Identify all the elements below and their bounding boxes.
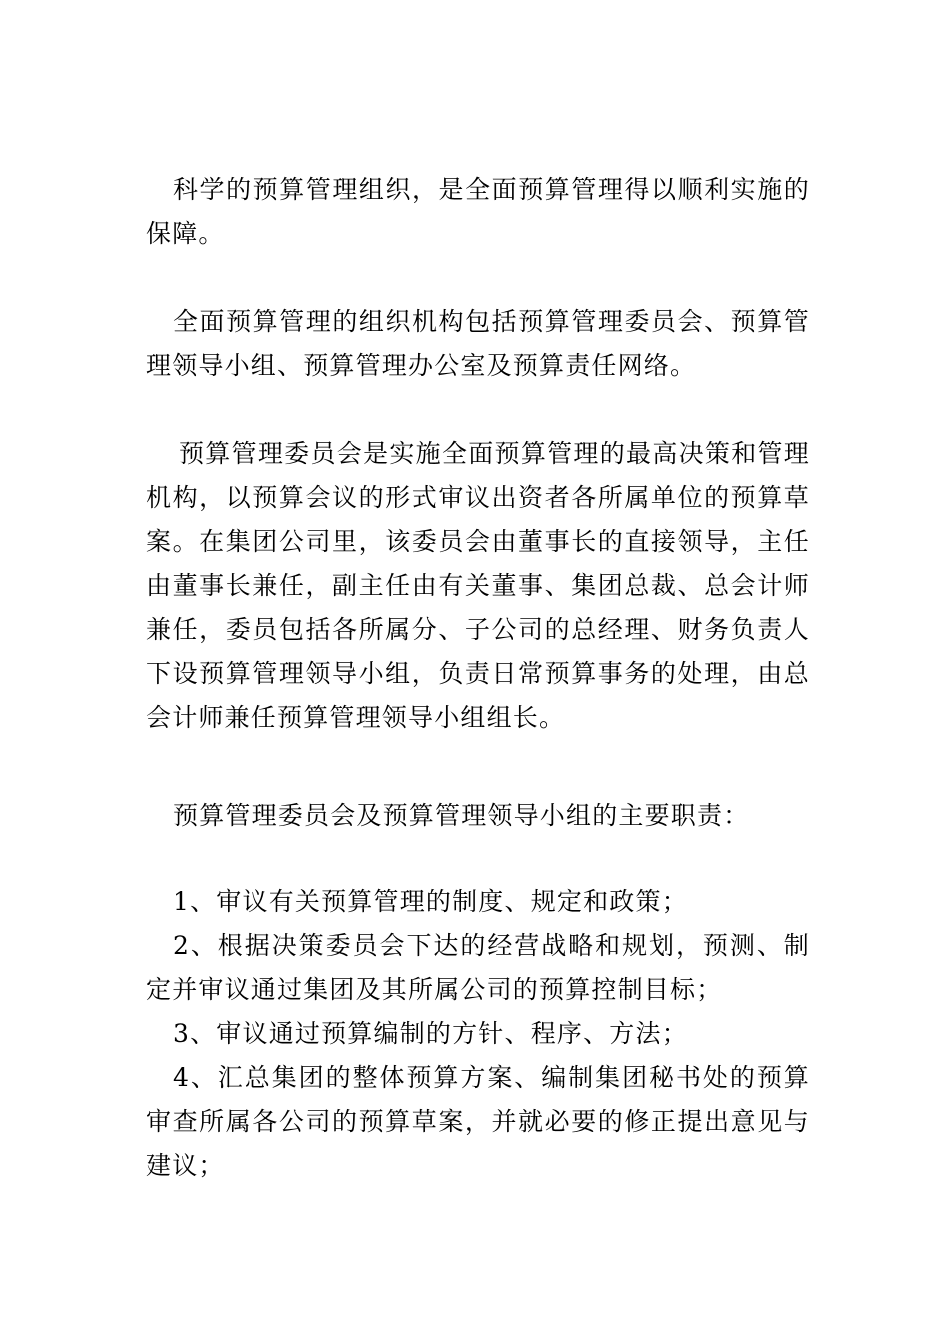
list-item-duty-4: 4、汇总集团的整体预算方案、编制集团秘书处的预算审查所属各公司的预算草案，并就必要的修正提出意见与建议； (146, 1063, 810, 1180)
paragraph-committee: 预算管理委员会是实施全面预算管理的最高决策和管理机构，以预算会议的形式审议出资者各所属单位的预算草案。在集团公司里，该委员会由董事长的直接领导，主任由董事长兼任，副主任由有关董事、集团总裁、总会计师兼任，委员包括各所属分、子公司的总经理、财务负责人下设预算管理领导小组，负责日常预算事务的处理，由总会计师兼任预算管理领导小组组长。 (146, 439, 810, 732)
paragraph-duties-heading: 预算管理委员会及预算管理领导小组的主要职责： (173, 801, 750, 830)
paragraph-intro: 科学的预算管理组织，是全面预算管理得以顺利实施的保障。 (146, 175, 810, 248)
list-item-duty-1: 1、审议有关预算管理的制度、规定和政策； (173, 887, 688, 916)
list-item-duty-2: 2、根据决策委员会下达的经营战略和规划，预测、制定并审议通过集团及其所属公司的预算控制目标； (146, 931, 810, 1004)
paragraph-org-structure: 全面预算管理的组织机构包括预算管理委员会、预算管理领导小组、预算管理办公室及预算责任网络。 (146, 307, 810, 380)
list-item-duty-3: 3、审议通过预算编制的方针、程序、方法； (173, 1019, 688, 1048)
